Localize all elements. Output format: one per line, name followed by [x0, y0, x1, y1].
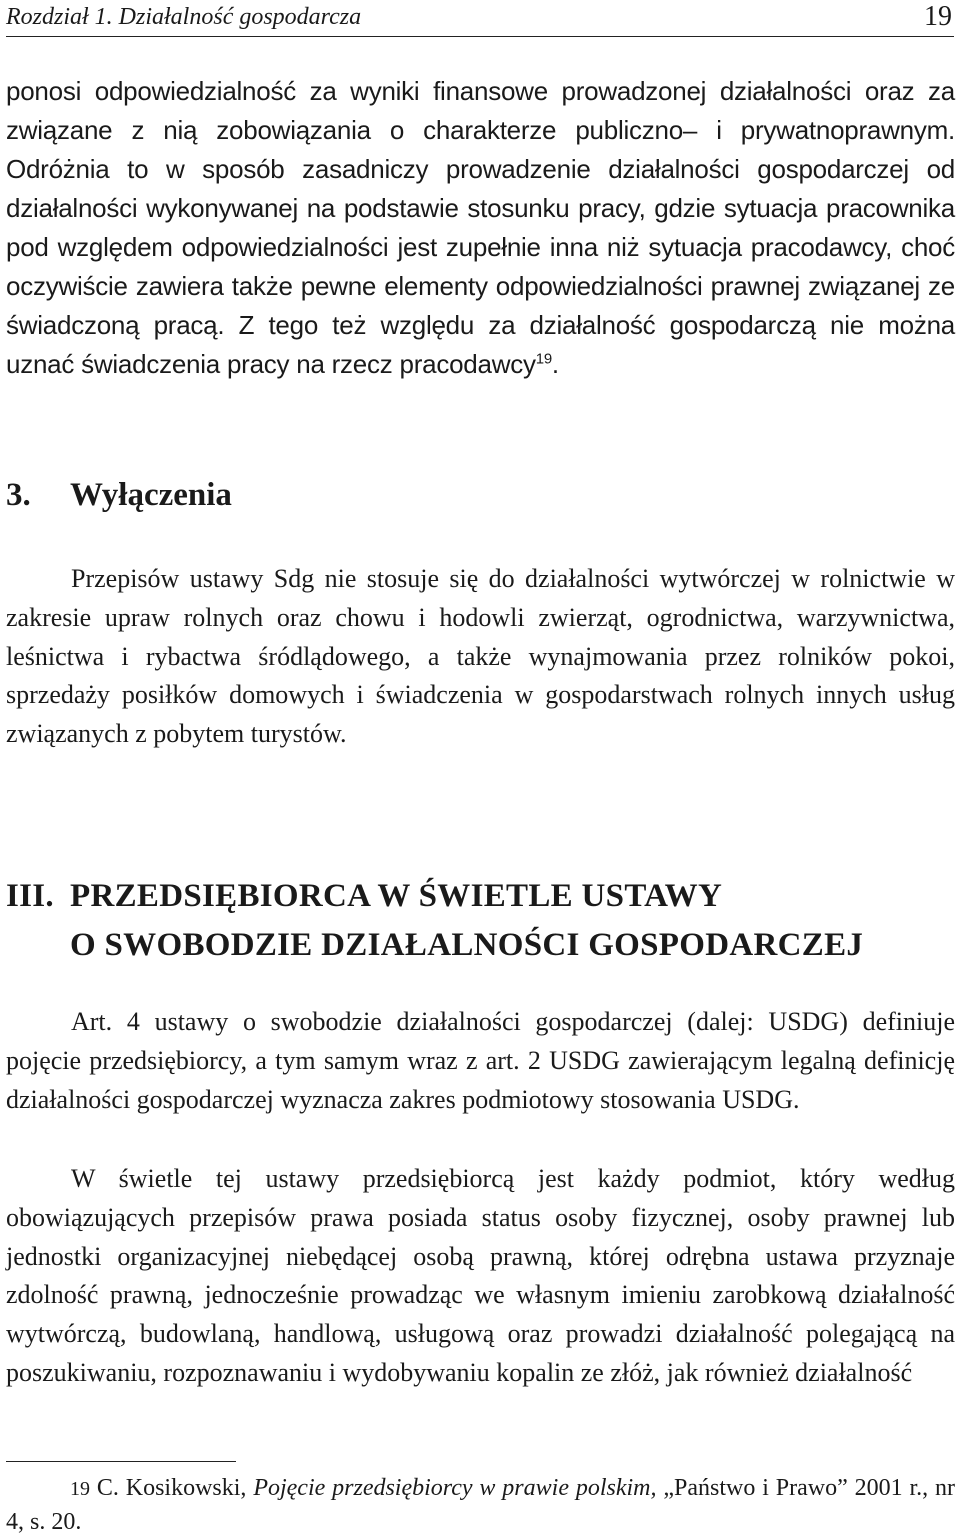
art4-paragraph: Art. 4 ustawy o swobodzie działalności gospodarczej (dalej: USDG) definiuje pojęcie przedsiębiorcy, a tym samym wraz z art. 2 USDG zawierającym legalną definicję działalności gospodarczej wyznacza zakres podmiotowy stosowania USDG.: [6, 1007, 955, 1114]
chapter-title-line-2: O SWOBODZIE DZIAŁALNOŚCI GOSPODARCZEJ: [70, 927, 864, 963]
section-title: Wyłączenia: [70, 477, 232, 513]
chapter-title-line-1: PRZEDSIĘBIORCA W ŚWIETLE USTAWY: [70, 878, 723, 914]
exclusions-paragraph: Przepisów ustawy Sdg nie stosuje się do działalności wytwórczej w rolnictwie w zakresie upraw rolnych oraz chowu i hodowli zwierząt, ogrodnictwa, warzywnictwa, leśnictwa i rybactwa śródlądowego, a także wynajmowania przez rolników pokoi, sprzedaży posiłków domowych i świadczenia w gospodarstwach rolnych innych usług związanych z pobytem turystów.: [6, 564, 955, 749]
intro-text: ponosi odpowiedzialność za wyniki finansowe prowadzonej działalności oraz za związane z nią zobowiązania o charakterze publiczno– i prywatnoprawnym. Odróżnia to w sposób zasadniczy prowadzenie działalności gospodarczej od działalności wykonywanej na podstawie stosunku pracy, gdzie sytuacja pracownika pod względem odpowiedzialności jest zupełnie inna niż sytuacja pracodawcy, choć oczywiście zawiera także pewne elementy odpowiedzialności prawnej związanej ze świadczoną pracą. Z tego też względu za działalność gospodarczą nie można uznać świadczenia pracy na rzecz pracodawcy: [6, 76, 955, 379]
footnote-work-title: Pojęcie przedsiębiorcy w prawie polskim,: [253, 1475, 657, 1501]
intro-paragraph: [6, 72, 955, 384]
footnote: [6, 1472, 955, 1539]
footnote-number: 19: [70, 1478, 90, 1500]
section-heading-entrepreneur: [6, 872, 863, 970]
footnote-reference[interactable]: 19: [535, 350, 552, 368]
footnote-source: „Państwo i Prawo” 2001 r., nr 4, s. 20.: [6, 1475, 956, 1535]
footnote-author: C. Kosikowski,: [96, 1475, 247, 1501]
running-header: [6, 0, 954, 37]
section-number: 3.: [6, 477, 31, 513]
running-title: Rozdział 1. Działalność gospodarcza: [6, 4, 362, 30]
chapter-number: III.: [6, 878, 54, 914]
footnote-divider: [6, 1461, 236, 1462]
intro-end: .: [551, 349, 559, 379]
page-number: 19: [924, 1, 952, 32]
definition-paragraph: W świetle tej ustawy przedsiębiorcą jest każdy podmiot, który według obowiązujących przepisów prawa posiada status osoby fizycznej, osoby prawnej lub jednostki organizacyjnej niebędącej osobą prawną, której odrębna ustawa przyznaje zdolność prawną, jednocześnie prowadząc we własnym imieniu zarobkową działalność wytwórczą, budowlaną, handlową, usługową oraz prowadzi działalność polegającą na poszukiwaniu, rozpoznawaniu i wydobywaniu kopalin ze złóż, jak również działalność: [6, 1164, 955, 1387]
section-heading-exclusions: [6, 477, 232, 514]
